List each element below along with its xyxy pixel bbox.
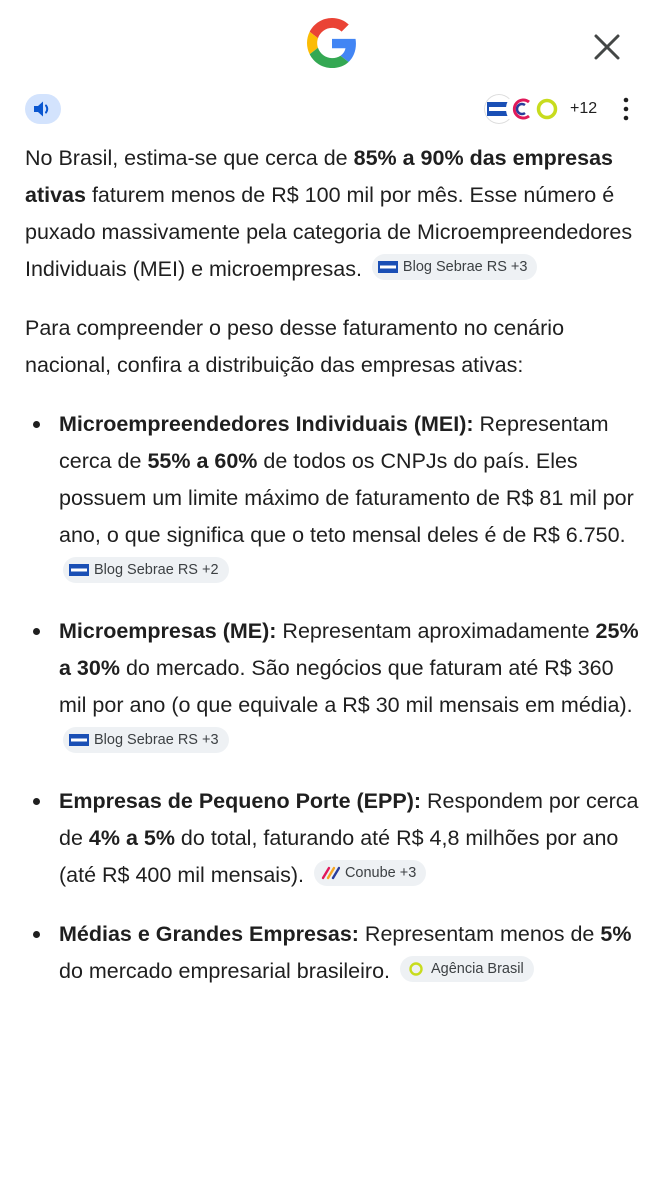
speaker-icon	[33, 100, 53, 118]
list-item-epp	[25, 783, 640, 894]
distribution-paragraph: Para compreender o peso desse faturamento no cenário nacional, confira a distribuição das empresas ativas:	[25, 316, 565, 377]
item-text-end: do mercado empresarial brasileiro.	[59, 959, 391, 983]
item-bold: 5%	[600, 922, 632, 946]
top-bar	[0, 0, 665, 90]
source-chip-label: Conube +3	[344, 865, 417, 881]
intro-paragraph	[25, 140, 640, 288]
agencia-brasil-logo-icon	[406, 962, 426, 976]
item-title: Médias e Grandes Empresas:	[59, 922, 359, 946]
item-bold: 25% a 30%	[59, 619, 639, 680]
item-text-end: do total, faturando até R$ 4,8 milhões por ano (até R$ 400 mil mensais).	[59, 826, 619, 887]
source-chip-label: Blog Sebrae RS +3	[94, 732, 219, 748]
item-text: Representam aproximadamente	[276, 619, 596, 643]
speaker-button[interactable]	[25, 94, 61, 124]
item-title: Empresas de Pequeno Porte (EPP):	[59, 789, 422, 813]
intro-text-end: faturem menos de R$ 100 mil por mês. Esse número é puxado massivamente pela categoria de Microempreendedores Individuais (MEI) e microempresas.	[25, 183, 633, 281]
item-bold: 55% a 60%	[147, 449, 258, 473]
list-item-me	[25, 613, 640, 761]
google-g-icon	[307, 18, 357, 68]
toolbar-row	[0, 90, 665, 140]
agencia-brasil-logo-icon	[530, 92, 564, 126]
item-text: Representam cerca de	[59, 412, 609, 473]
source-chip[interactable]	[314, 860, 426, 886]
sources-count: +12	[570, 100, 598, 117]
sebrae-logo-icon	[378, 260, 398, 274]
item-text: Respondem por cerca de	[59, 789, 639, 850]
source-chip[interactable]	[372, 254, 538, 280]
item-title: Microempreendedores Individuais (MEI):	[59, 412, 474, 436]
sebrae-logo-icon	[69, 733, 89, 747]
sources-button[interactable]	[482, 92, 597, 126]
sebrae-logo-icon	[69, 563, 89, 577]
list-item-medias-grandes	[25, 916, 640, 990]
item-text-end: de todos os CNPJs do país. Eles possuem um limite máximo de faturamento de R$ 81 mil por ano, o que significa que o teto mensal deles é de R$ 6.750.	[59, 449, 634, 547]
more-vert-icon[interactable]	[618, 96, 634, 122]
source-chip[interactable]	[63, 727, 229, 753]
list-item-mei	[25, 406, 640, 591]
item-title: Microempresas (ME):	[59, 619, 277, 643]
conube-logo-icon	[320, 866, 340, 880]
source-chip-label: Blog Sebrae RS +3	[402, 259, 528, 275]
item-text-end: do mercado. São negócios que faturam até R$ 360 mil por ano (o que equivale a R$ 30 mil mensais em média).	[59, 656, 633, 717]
item-text: Representam menos de	[358, 922, 601, 946]
intro-text: No Brasil, estima-se que cerca de	[25, 146, 354, 170]
item-bold: 4% a 5%	[88, 826, 175, 850]
source-chip[interactable]	[400, 956, 534, 982]
answer-content	[0, 140, 665, 990]
source-chip[interactable]	[63, 557, 229, 583]
source-chip-label: Agência Brasil	[431, 961, 524, 977]
close-icon[interactable]	[590, 30, 624, 64]
source-chip-label: Blog Sebrae RS +2	[94, 562, 219, 578]
intro-bold: 85% a 90% das empresas ativas	[25, 146, 613, 207]
company-types-list	[25, 406, 640, 990]
